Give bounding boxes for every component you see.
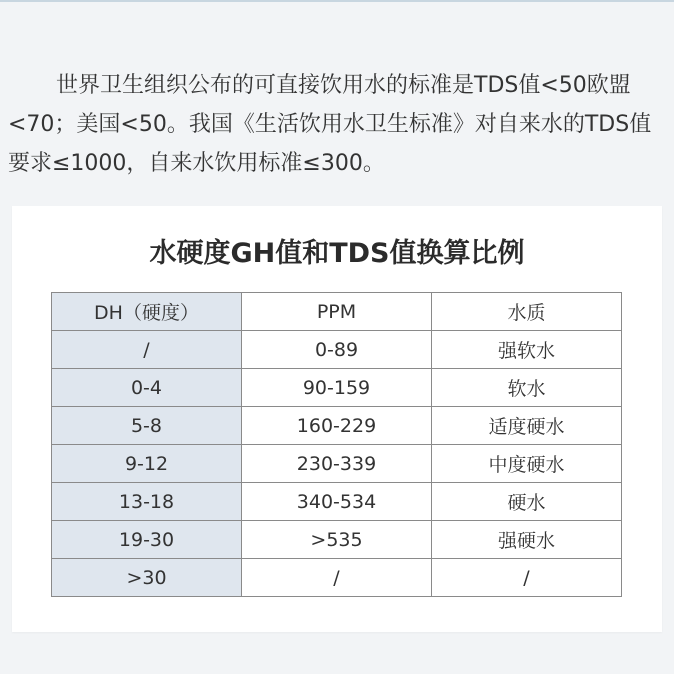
cell-dh: 9-12 xyxy=(52,445,242,483)
intro-paragraph: 世界卫生组织公布的可直接饮用水的标准是TDS值<50欧盟<70；美国<50。我国《生活饮用水卫生标准》对自来水的TDS值要求≤1000，自来水饮用标准≤300。 xyxy=(8,73,652,176)
table-row xyxy=(52,445,622,483)
cell-dh: 0-4 xyxy=(52,369,242,407)
table-row xyxy=(52,559,622,597)
top-divider xyxy=(0,0,674,2)
header-ppm: PPM xyxy=(242,293,432,331)
cell-dh: / xyxy=(52,331,242,369)
cell-water-quality: 软水 xyxy=(432,369,622,407)
table-row xyxy=(52,521,622,559)
cell-water-quality: 硬水 xyxy=(432,483,622,521)
header-dh: DH（硬度） xyxy=(52,293,242,331)
hardness-tds-table xyxy=(51,292,622,597)
cell-ppm: 160-229 xyxy=(242,407,432,445)
table-header-row xyxy=(52,293,622,331)
cell-dh: >30 xyxy=(52,559,242,597)
cell-ppm: >535 xyxy=(242,521,432,559)
table-row xyxy=(52,483,622,521)
table-row xyxy=(52,369,622,407)
cell-ppm: / xyxy=(242,559,432,597)
cell-ppm: 340-534 xyxy=(242,483,432,521)
table-title: 水硬度GH值和TDS值换算比例 xyxy=(149,238,525,269)
table-row xyxy=(52,331,622,369)
cell-dh: 5-8 xyxy=(52,407,242,445)
cell-water-quality: 中度硬水 xyxy=(432,445,622,483)
cell-dh: 13-18 xyxy=(52,483,242,521)
cell-dh: 19-30 xyxy=(52,521,242,559)
conversion-card xyxy=(12,206,662,632)
cell-water-quality: 强硬水 xyxy=(432,521,622,559)
cell-ppm: 90-159 xyxy=(242,369,432,407)
cell-ppm: 230-339 xyxy=(242,445,432,483)
cell-water-quality: 强软水 xyxy=(432,331,622,369)
header-water-quality: 水质 xyxy=(432,293,622,331)
cell-water-quality: 适度硬水 xyxy=(432,407,622,445)
cell-water-quality: / xyxy=(432,559,622,597)
cell-ppm: 0-89 xyxy=(242,331,432,369)
table-row xyxy=(52,407,622,445)
